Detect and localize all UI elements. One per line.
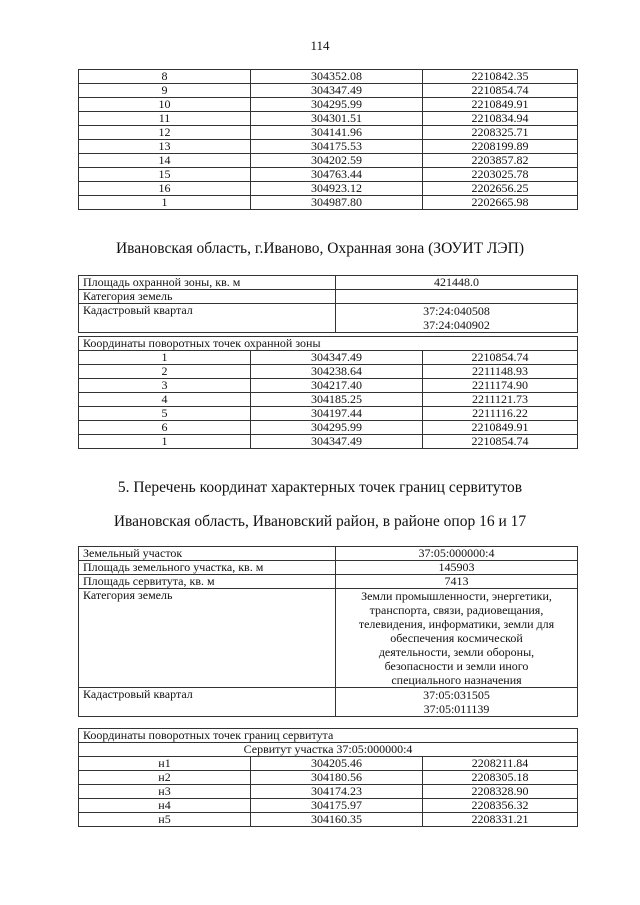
parcel-label: Земельный участок bbox=[79, 547, 336, 561]
table-row: 1 304987.80 2202665.98 bbox=[79, 196, 578, 210]
table-row: 9 304347.49 2210854.74 bbox=[79, 84, 578, 98]
table-row: 11 304301.51 2210834.94 bbox=[79, 112, 578, 126]
table-row: 10 304295.99 2210849.91 bbox=[79, 98, 578, 112]
table-row bbox=[79, 729, 578, 743]
table-row bbox=[79, 575, 578, 589]
section-5-heading: 5. Перечень координат характерных точек границ сервитутов bbox=[117, 479, 523, 496]
coordinates-table-continued bbox=[78, 69, 578, 210]
table-row bbox=[79, 688, 578, 717]
servitude-cadastral-values: 37:05:031505 37:05:011139 bbox=[336, 688, 578, 717]
table-row: н5 304160.35 2208331.21 bbox=[79, 813, 578, 827]
zone-cadastral-values: 37:24:040508 37:24:040902 bbox=[336, 304, 578, 333]
zone-info-table bbox=[78, 275, 578, 333]
table-row: н1 304205.46 2208211.84 bbox=[79, 757, 578, 771]
table-row: 3 304217.40 2211174.90 bbox=[79, 379, 578, 393]
zone-category-value bbox=[336, 290, 578, 304]
table-row bbox=[79, 743, 578, 757]
zone-area-label: Площадь охранной зоны, кв. м bbox=[79, 276, 336, 290]
land-category-value: Земли промышленности, энергетики, транспорта, связи, радиовещания, телевидения, информатики, земли для обеспечения космической деятельности, земли обороны, безопасности и земли иного специального назначения bbox=[336, 589, 578, 688]
table-row: н4 304175.97 2208356.32 bbox=[79, 799, 578, 813]
table-row bbox=[79, 589, 578, 688]
zone-category-label: Категория земель bbox=[79, 290, 336, 304]
table-row: 5 304197.44 2211116.22 bbox=[79, 407, 578, 421]
parcel-value: 37:05:000000:4 bbox=[336, 547, 578, 561]
servitude-coords-label: Координаты поворотных точек границ сервитута bbox=[79, 729, 578, 743]
table-row bbox=[79, 547, 578, 561]
servitude-title: Сервитут участка 37:05:000000:4 bbox=[79, 743, 578, 757]
parcel-area-value: 145903 bbox=[336, 561, 578, 575]
zone-cadastral-label: Кадастровый квартал bbox=[79, 304, 336, 333]
land-category-label: Категория земель bbox=[79, 589, 336, 688]
page-number: 114 bbox=[310, 38, 330, 53]
servitude-info-table bbox=[78, 546, 578, 717]
table-row: 4 304185.25 2211121.73 bbox=[79, 393, 578, 407]
table-row: 13 304175.53 2208199.89 bbox=[79, 140, 578, 154]
table-row: 1 304347.49 2210854.74 bbox=[79, 351, 578, 365]
table-row: 12 304141.96 2208325.71 bbox=[79, 126, 578, 140]
table-row: 1 304347.49 2210854.74 bbox=[79, 435, 578, 449]
table-row: 16 304923.12 2202656.25 bbox=[79, 182, 578, 196]
servitude-coordinates-table bbox=[78, 728, 578, 827]
table-row bbox=[79, 290, 578, 304]
section-5-subheading: Ивановская область, Ивановский район, в районе опор 16 и 17 bbox=[113, 513, 527, 530]
servitude-area-value: 7413 bbox=[336, 575, 578, 589]
table-row: 6 304295.99 2210849.91 bbox=[79, 421, 578, 435]
table-row: н2 304180.56 2208305.18 bbox=[79, 771, 578, 785]
table-row bbox=[79, 337, 578, 351]
table-row bbox=[79, 276, 578, 290]
table-row: н3 304174.23 2208328.90 bbox=[79, 785, 578, 799]
table-row: 15 304763.44 2203025.78 bbox=[79, 168, 578, 182]
zone-heading: Ивановская область, г.Иваново, Охранная зона (ЗОУИТ ЛЭП) bbox=[115, 240, 525, 257]
zone-coords-label: Координаты поворотных точек охранной зоны bbox=[79, 337, 578, 351]
table-row bbox=[79, 561, 578, 575]
zone-coordinates-table bbox=[78, 336, 578, 449]
zone-area-value: 421448.0 bbox=[336, 276, 578, 290]
parcel-area-label: Площадь земельного участка, кв. м bbox=[79, 561, 336, 575]
servitude-area-label: Площадь сервитута, кв. м bbox=[79, 575, 336, 589]
table-row bbox=[79, 304, 578, 333]
table-row: 8 304352.08 2210842.35 bbox=[79, 70, 578, 84]
table-row: 2 304238.64 2211148.93 bbox=[79, 365, 578, 379]
table-row: 14 304202.59 2203857.82 bbox=[79, 154, 578, 168]
servitude-cadastral-label: Кадастровый квартал bbox=[79, 688, 336, 717]
